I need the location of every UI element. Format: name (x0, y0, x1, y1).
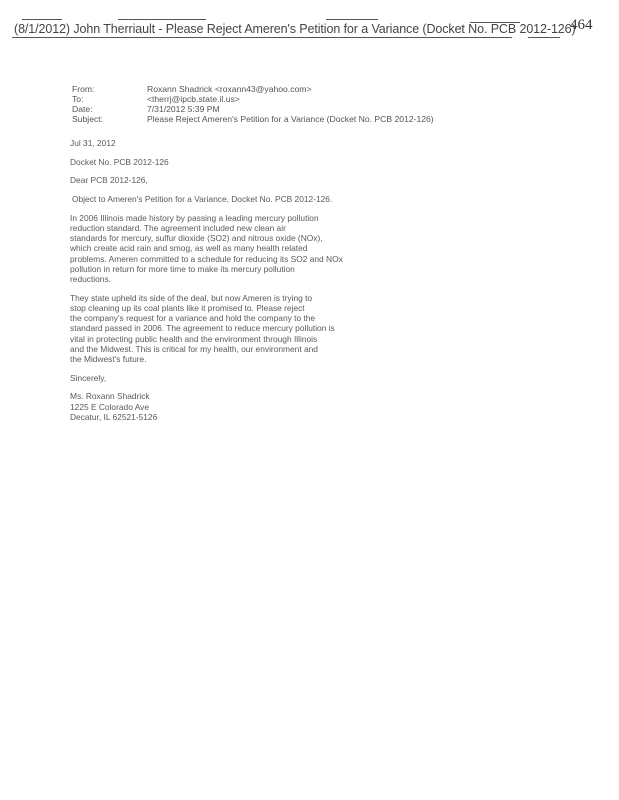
paragraph-line: the company's request for a variance and hold the company to the (70, 313, 316, 324)
closing: Sincerely, (70, 372, 107, 383)
meta-to-row (72, 94, 434, 104)
meta-subject-row (72, 114, 434, 124)
signature-street: 1225 E Colorado Ave (70, 401, 150, 412)
email-meta (72, 84, 434, 124)
paragraph-line: In 2006 Illinois made history by passing a leading mercury pollution (70, 212, 319, 223)
signature-city: Decatur, IL 62521-5126 (70, 411, 158, 422)
header-rule-5 (12, 37, 512, 38)
signature-name: Ms. Roxann Shadrick (70, 391, 150, 402)
header-rule-3 (326, 19, 378, 20)
paragraph-line: the Midwest's future. (70, 353, 147, 364)
paragraph-1 (70, 213, 350, 284)
paragraph-line: vital in protecting public health and the environment through Illinois (70, 333, 318, 344)
body-date: Jul 31, 2012 (70, 138, 116, 148)
meta-label: To: (72, 94, 84, 104)
paragraph-line: pollution in return for more time to make its mercury pollution (70, 263, 295, 274)
sender-email: Roxann Shadrick <roxann43@yahoo.com> (147, 84, 312, 94)
header-rule-2 (118, 19, 206, 20)
body-heading: Object to Ameren's Petition for a Variance, Docket No. PCB 2012-126. (72, 194, 333, 205)
paragraph-line: standards for mercury, sulfur dioxide (SO2) and nitrous oxide (NOx), (70, 233, 323, 244)
meta-label: Subject: (72, 114, 104, 124)
sent-date: 7/31/2012 5:39 PM (147, 104, 220, 114)
paragraph-line: reduction standard. The agreement included new clean air (70, 223, 286, 234)
paragraph-line: They state upheld its side of the deal, but now Ameren is trying to (70, 292, 313, 303)
paragraph-line: reductions. (70, 274, 111, 285)
paragraph-line: which create acid rain and smog, as well as many health related (70, 243, 308, 254)
paragraph-line: stop cleaning up its coal plants like it promised to. Please reject (70, 302, 305, 313)
paragraph-2 (70, 293, 350, 364)
email-subject: Please Reject Ameren's Petition for a Variance (Docket No. PCB 2012-126) (147, 114, 434, 124)
page-number: 464 (570, 17, 593, 33)
meta-label: Date: (72, 104, 93, 114)
document-header-title: (8/1/2012) John Therriault - Please Reject Ameren's Petition for a Variance (Docket No. PCB 2012-126) (14, 22, 576, 36)
header-rule-6 (528, 37, 560, 38)
header-rule-1 (22, 19, 62, 20)
recipient-email: <therrj@ipcb.state.il.us> (147, 94, 240, 104)
paragraph-line: standard passed in 2006. The agreement to reduce mercury pollution is (70, 323, 335, 334)
salutation: Dear PCB 2012-126, (70, 175, 148, 186)
email-body (70, 138, 350, 430)
meta-label: From: (72, 84, 95, 94)
docket-line: Docket No. PCB 2012-126 (70, 156, 169, 167)
meta-from-row (72, 84, 434, 94)
paragraph-line: and the Midwest. This is critical for my health, our environment and (70, 343, 318, 354)
meta-date-row (72, 104, 434, 114)
signature-block (70, 391, 350, 422)
paragraph-line: problems. Ameren committed to a schedule for reducing its SO2 and NOx (70, 253, 343, 264)
